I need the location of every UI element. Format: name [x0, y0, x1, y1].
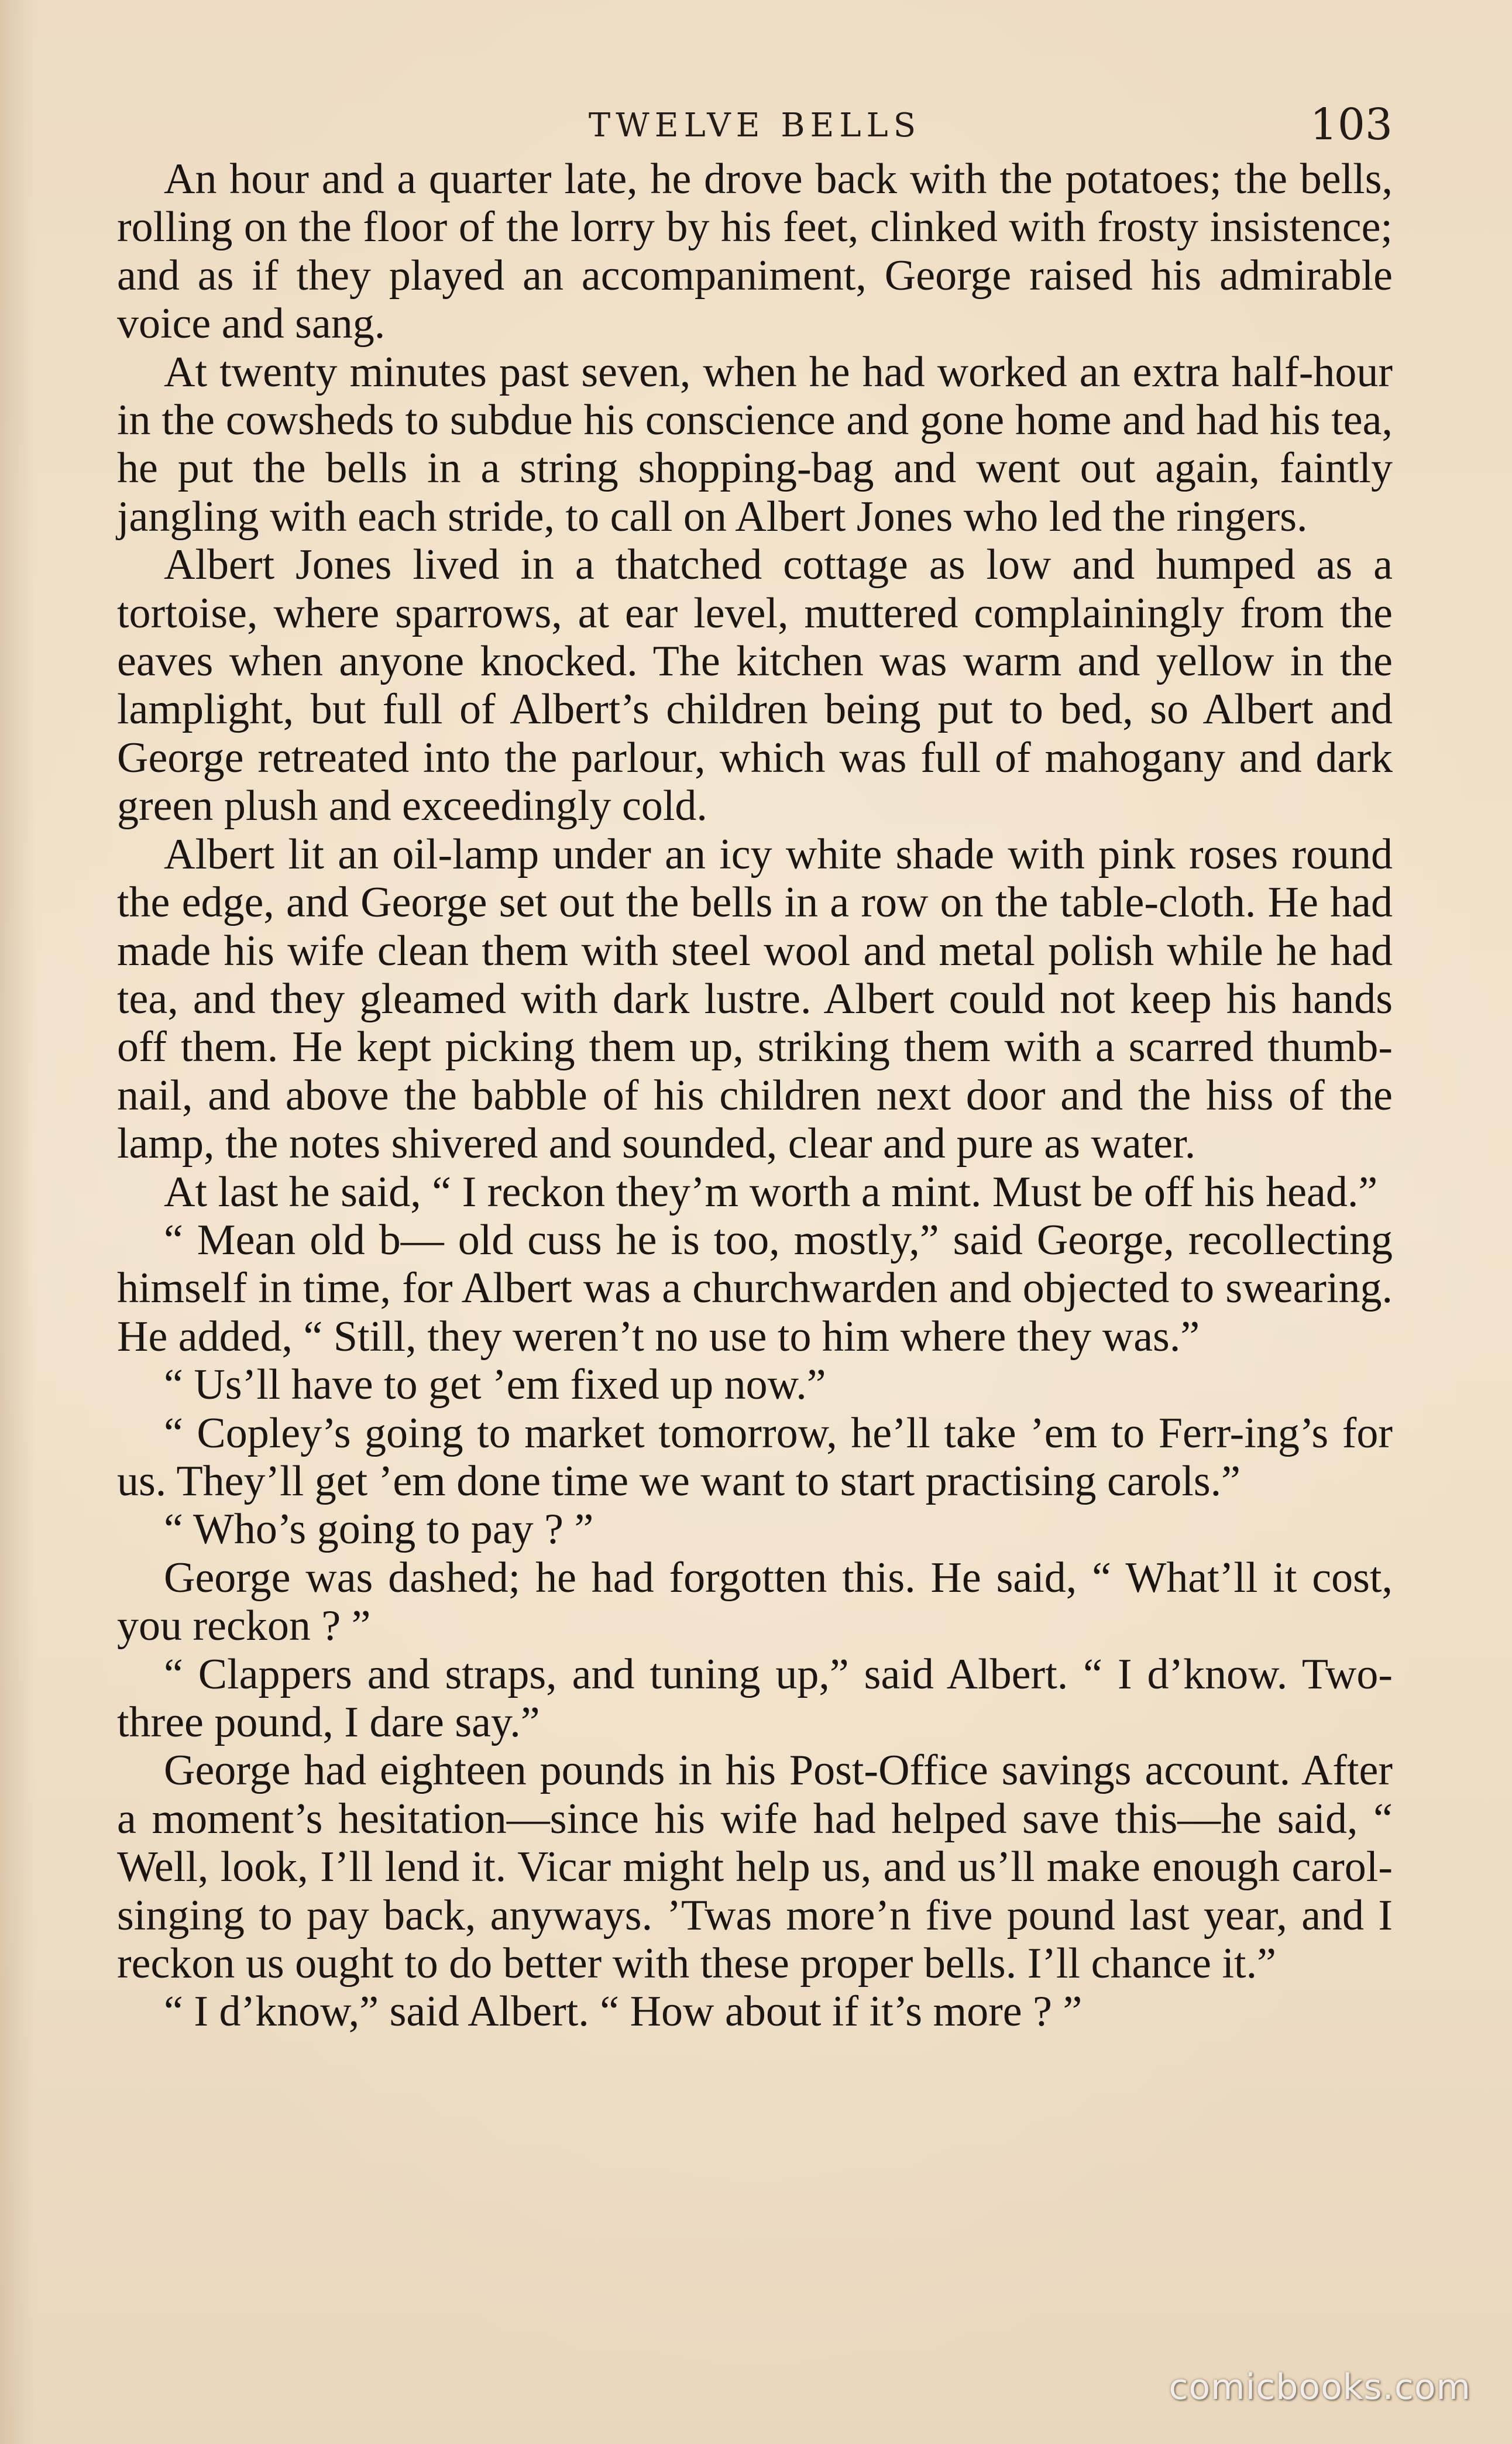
- paragraph: “ I d’know,” said Albert. “ How about if it’s more ? ”: [164, 1988, 1083, 2036]
- paragraph: “ Who’s going to pay ? ”: [164, 1505, 594, 1554]
- paragraph: Albert lit an oil-lamp under an icy white shade with pink roses round the edge, and George set out the bells in a row on the table-cloth. He had made his wife clean them with steel wool and metal polish while he had tea, and they gleamed with dark lustre. Albert could not keep his hands off them. He kept picking them up, striking them with a scarred thumb-nail, and above the babble of his children next door and the hiss of the lamp, the notes shivered and sounded, clear and pure as water.: [117, 830, 1393, 1168]
- paragraph: George had eighteen pounds in his Post-Office savings account. After a moment’s hesitation—since his wife had helped save this—he said, “ Well, look, I’ll lend it. Vicar might help us, and us’ll make enough carol-singing to pay back, anyways. ’Twas more’n five pound last year, and I reckon us ought to do better with these proper bells. I’ll chance it.”: [117, 1746, 1393, 1988]
- paragraph: “ Mean old b— old cuss he is too, mostly,” said George, recollecting himself in time, for Albert was a churchwarden and objected to swearing. He added, “ Still, they weren’t no use to him where they was.”: [117, 1216, 1393, 1361]
- body-text: [117, 155, 1393, 2036]
- paragraph: “ Clappers and straps, and tuning up,” said Albert. “ I d’know. Two-three pound, I dare say.”: [117, 1650, 1393, 1746]
- paragraph: An hour and a quarter late, he drove back with the potatoes; the bells, rolling on the floor of the lorry by his feet, clinked with frosty insistence; and as if they played an accompaniment, George raised his admirable voice and sang.: [117, 155, 1393, 348]
- paragraph: Albert Jones lived in a thatched cottage as low and humped as a tortoise, where sparrows, at ear level, muttered complainingly from the eaves when anyone knocked. The kitchen was warm and yellow in the lamplight, but full of Albert’s children being put to bed, so Albert and George retreated into the parlour, which was full of mahogany and dark green plush and exceedingly cold.: [117, 541, 1393, 830]
- watermark-text: comicbooks.com: [1169, 2367, 1471, 2408]
- paragraph: George was dashed; he had forgotten this. He said, “ What’ll it cost, you reckon ? ”: [117, 1553, 1393, 1650]
- paragraph: “ Us’ll have to get ’em fixed up now.”: [164, 1361, 826, 1409]
- running-head: [117, 99, 1393, 152]
- running-head-title: TWELVE BELLS: [588, 107, 922, 145]
- paragraph: At twenty minutes past seven, when he had worked an extra half-hour in the cowsheds to subdue his conscience and gone home and had his tea, he put the bells in a string shopping-bag and went out again, faintly jangling with each stride, to call on Albert Jones who led the ringers.: [117, 348, 1393, 541]
- page-edge-shadow: [0, 0, 35, 2444]
- paragraph: At last he said, “ I reckon they’m worth a mint. Must be off his head.”: [164, 1168, 1378, 1216]
- page-number: 103: [1310, 99, 1393, 150]
- paragraph: “ Copley’s going to market tomorrow, he’ll take ’em to Ferr-ing’s for us. They’ll get ’em done time we want to start practising carols.”: [117, 1409, 1393, 1505]
